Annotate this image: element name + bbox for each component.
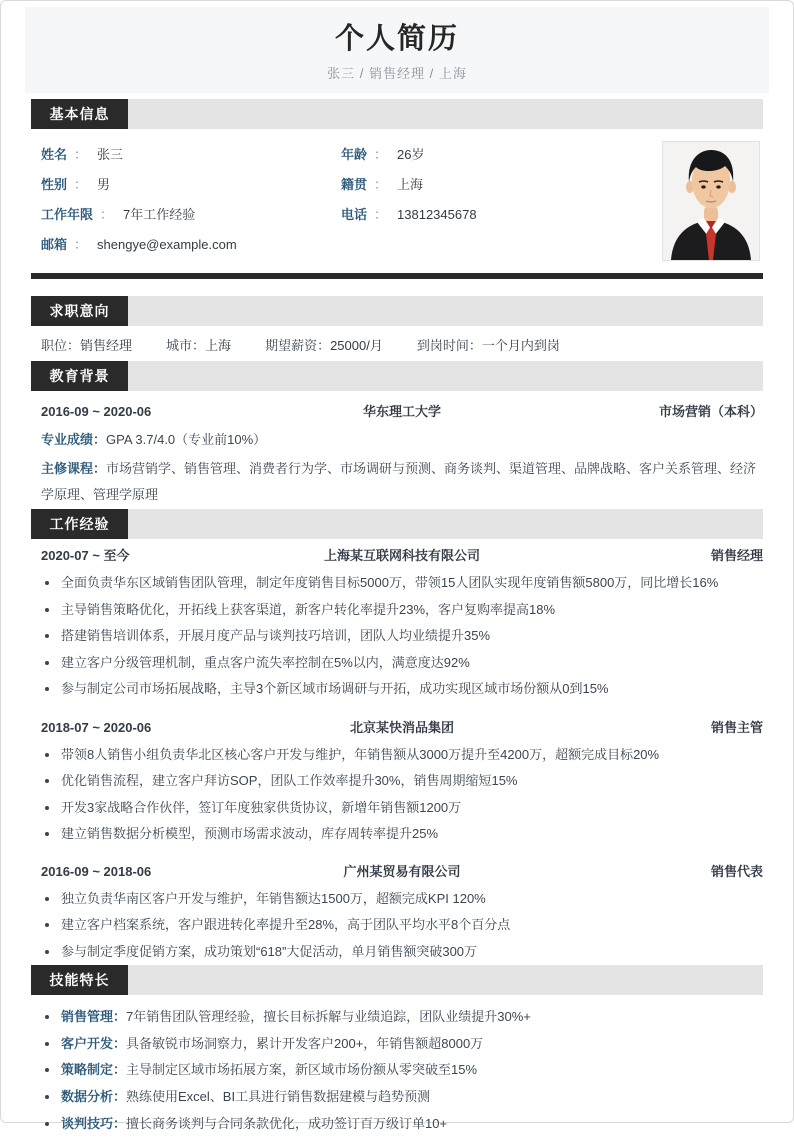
- job-company: 北京某快消品集团: [349, 719, 454, 735]
- job-role: 销售经理: [710, 548, 763, 563]
- education-major: 市场营销（本科）: [658, 404, 763, 419]
- field-value: shengye@example.com: [97, 237, 237, 252]
- field-label: 籍贯: [341, 177, 368, 192]
- field-colon: ：: [74, 147, 88, 162]
- section-title-skills: 技能特长: [31, 965, 128, 995]
- field-colon: ：: [74, 237, 88, 252]
- job-role: 销售代表: [710, 863, 763, 879]
- job-company: 广州某贸易有限公司: [343, 863, 461, 879]
- bullet-icon: [45, 1095, 49, 1099]
- skill-text: 熟练使用Excel、BI工具进行销售数据建模与趋势预测: [126, 1089, 431, 1105]
- education-head-row: [31, 404, 763, 420]
- skill-text: 擅长商务谈判与合同条款优化，成功签订百万级订单10+: [126, 1115, 448, 1131]
- skill-text: 具备敏锐市场洞察力，累计开发客户200+，年销售额超8000万: [126, 1035, 484, 1051]
- skill-text: 7年销售团队管理经验，擅长目标拆解与业绩追踪，团队业绩提升30%+: [126, 1009, 531, 1024]
- section-title-experience: 工作经验: [31, 509, 128, 539]
- bullet-icon: [45, 897, 49, 901]
- job-bullet: 参与制定季度促销方案，成功策划“618”大促活动，单月销售额突破300万: [31, 939, 763, 966]
- gpa-label: 专业成绩：: [41, 432, 107, 447]
- courses-value: 市场营销学、销售管理、消费者行为学、市场调研与预测、商务谈判、渠道管理、品牌战略、客户关系管理、经济学原理、管理学原理: [41, 461, 757, 502]
- bullet-icon: [45, 581, 49, 585]
- skill-item: [31, 1004, 763, 1031]
- education-school: 华东理工大学: [362, 404, 441, 419]
- skills-list: [31, 1004, 763, 1138]
- job-head-row: [31, 720, 763, 736]
- skill-item: [31, 1057, 763, 1084]
- bullet-icon: [45, 950, 49, 954]
- bullet-icon: [45, 806, 49, 810]
- section-divider: [31, 273, 763, 279]
- job-bullet-list: [31, 742, 763, 848]
- skill-label: 数据分析：: [61, 1089, 127, 1105]
- field-label: 邮箱: [41, 237, 68, 252]
- section-header-education: [31, 361, 763, 391]
- skill-label: 客户开发：: [61, 1035, 127, 1051]
- education-period: 2016-09 ~ 2020-06: [41, 404, 152, 419]
- job-bullet: 参与制定公司市场拓展战略，主导3个新区域市场调研与开拓，成功实现区域市场份额从0到15%: [31, 676, 763, 703]
- intent-position: 职位：销售经理: [41, 338, 133, 353]
- bullet-icon: [45, 1122, 49, 1126]
- page-title: 个人简历: [334, 23, 459, 55]
- job-period: 2020-07 ~ 至今: [41, 548, 130, 563]
- profile-photo: [662, 141, 760, 261]
- job-bullet-list: [31, 886, 763, 966]
- field-colon: ：: [374, 147, 388, 162]
- job-bullet: 建立客户档案系统，客户跟进转化率提升至28%，高于团队平均水平8个百分点: [31, 912, 763, 939]
- intent-salary: 期望薪资：25000/月: [265, 338, 383, 353]
- basic-info-block: [31, 129, 763, 267]
- job-bullet: 优化销售流程，建立客户拜访SOP，团队工作效率提升30%，销售周期缩短15%: [31, 768, 763, 795]
- bullet-icon: [45, 661, 49, 665]
- job-bullet: 主导销售策略优化，开拓线上获客渠道，新客户转化率提升23%，客户复购率提高18%: [31, 597, 763, 624]
- job-bullet: 带领8人销售小组负责华北区核心客户开发与维护，年销售额从3000万提升至4200万，超额完成目标20%: [31, 742, 763, 769]
- bullet-icon: [45, 687, 49, 691]
- bullet-icon: [45, 1015, 49, 1019]
- job-bullet: 开发3家战略合作伙伴，签订年度独家供货协议，新增年销售额1200万: [31, 795, 763, 822]
- field-value: 26岁: [397, 147, 425, 162]
- field-label: 姓名: [41, 147, 68, 162]
- intent-city: 城市：上海: [166, 338, 232, 353]
- field-label: 工作年限: [41, 207, 94, 222]
- skill-item: [31, 1084, 763, 1111]
- field-value: 张三: [97, 147, 124, 162]
- resume-header: [25, 7, 769, 93]
- job-bullet: 独立负责华南区客户开发与维护，年销售额达1500万，超额完成KPI 120%: [31, 886, 763, 913]
- job-company: 上海某互联网科技有限公司: [323, 548, 480, 563]
- job-head-row: [31, 548, 763, 564]
- job-bullet-list: [31, 570, 763, 703]
- field-value: 上海: [397, 177, 424, 192]
- field-work-years: [41, 207, 341, 223]
- field-value: 7年工作经验: [123, 207, 196, 222]
- field-label: 年龄: [341, 147, 368, 162]
- profile-photo-illustration: [663, 142, 759, 260]
- education-gpa-row: [31, 432, 763, 448]
- field-value: 男: [97, 177, 111, 192]
- bullet-icon: [45, 832, 49, 836]
- section-header-basic-info: [31, 99, 763, 129]
- bullet-icon: [45, 923, 49, 927]
- section-header-experience: [31, 509, 763, 539]
- field-colon: ：: [374, 177, 388, 192]
- field-phone: [341, 207, 621, 223]
- job-bullet: 建立客户分级管理机制，重点客户流失率控制在5%以内，满意度达92%: [31, 650, 763, 677]
- job-intent-row: [31, 338, 763, 354]
- job-role: 销售主管: [710, 719, 763, 735]
- field-email: [41, 237, 341, 253]
- education-courses-row: [31, 456, 763, 507]
- field-colon: ：: [74, 177, 88, 192]
- courses-label: 主修课程：: [41, 461, 107, 476]
- section-header-job-intent: [31, 296, 763, 326]
- bullet-icon: [45, 1042, 49, 1046]
- job-period: 2018-07 ~ 2020-06: [41, 719, 152, 735]
- field-colon: ：: [374, 207, 388, 222]
- job-bullet: 建立销售数据分析模型，预测市场需求波动，库存周转率提升25%: [31, 821, 763, 848]
- field-label: 性别: [41, 177, 68, 192]
- section-title-basic-info: 基本信息: [31, 99, 128, 129]
- skill-item: [31, 1031, 763, 1058]
- bullet-icon: [45, 634, 49, 638]
- job-bullet: 搭建销售培训体系，开展月度产品与谈判技巧培训，团队人均业绩提升35%: [31, 623, 763, 650]
- skill-text: 主导制定区域市场拓展方案，新区域市场份额从零突破至15%: [126, 1062, 478, 1078]
- gpa-value: GPA 3.7/4.0（专业前10%）: [106, 432, 267, 447]
- field-hometown: [341, 177, 621, 193]
- job-bullet: 全面负责华东区域销售团队管理，制定年度销售目标5000万，带领15人团队实现年度销售额5800万，同比增长16%: [31, 570, 763, 597]
- bullet-icon: [45, 753, 49, 757]
- section-header-skills: [31, 965, 763, 995]
- job-head-row: [31, 864, 763, 880]
- skill-label: 谈判技巧：: [61, 1115, 127, 1131]
- page-subtitle: 张三 / 销售经理 / 上海: [327, 66, 467, 81]
- section-title-job-intent: 求职意向: [31, 296, 128, 326]
- field-name: [41, 147, 341, 163]
- bullet-icon: [45, 1068, 49, 1072]
- section-title-education: 教育背景: [31, 361, 128, 391]
- skill-item: [31, 1111, 763, 1138]
- job-period: 2016-09 ~ 2018-06: [41, 863, 152, 879]
- field-value: 13812345678: [397, 207, 477, 222]
- skill-label: 策略制定：: [61, 1062, 127, 1078]
- field-label: 电话: [341, 207, 368, 222]
- field-age: [341, 147, 621, 163]
- bullet-icon: [45, 608, 49, 612]
- skill-label: 销售管理：: [61, 1009, 127, 1024]
- bullet-icon: [45, 779, 49, 783]
- field-colon: ：: [100, 207, 114, 222]
- field-gender: [41, 177, 341, 193]
- intent-availability: 到岗时间：一个月内到岗: [416, 338, 560, 353]
